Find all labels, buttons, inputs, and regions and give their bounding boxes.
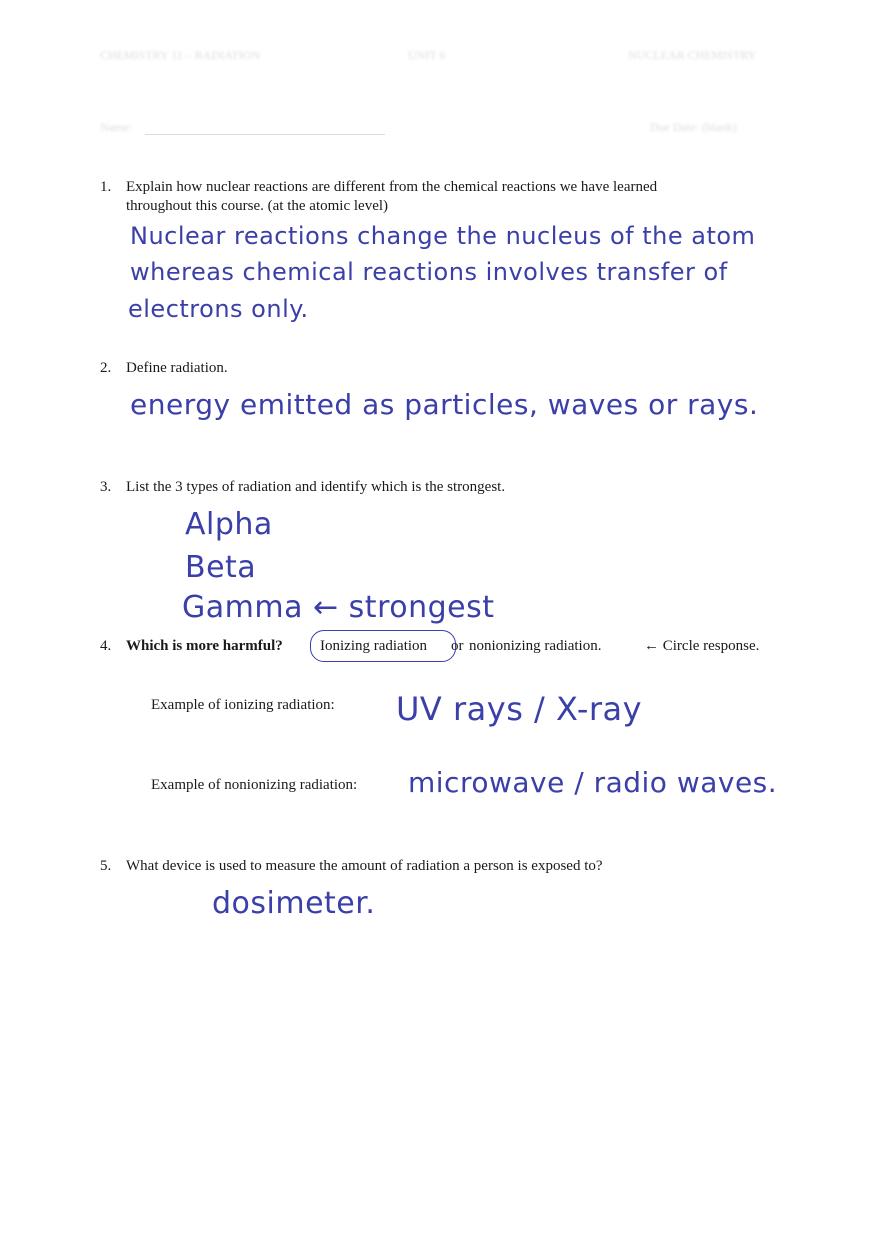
- answer-1-line-1: Nuclear reactions change the nucleus of the atom: [130, 222, 756, 250]
- option-nonionizing: nonionizing radiation.: [469, 638, 602, 654]
- name-line: [145, 134, 385, 135]
- question-text: Define radiation.: [126, 360, 228, 376]
- faded-date-label: Due Date: (blank): [650, 120, 737, 134]
- faded-name-label: Name:: [100, 120, 132, 134]
- question-number: 4.: [100, 638, 112, 654]
- answer-1-line-2: whereas chemical reactions involves transfer of: [130, 258, 728, 286]
- question-text: List the 3 types of radiation and identify which is the strongest.: [126, 479, 506, 495]
- answer-3-gamma-strongest: Gamma ← strongest: [182, 590, 495, 625]
- answer-2: energy emitted as particles, waves or rays.: [130, 388, 759, 421]
- ionizing-example-answer: UV rays / X-ray: [396, 690, 643, 728]
- faded-header-center: UNIT 6: [408, 48, 446, 62]
- ionizing-example-label: Example of ionizing radiation:: [151, 697, 335, 713]
- option-connector: or: [451, 638, 464, 654]
- question-number: 1.: [100, 179, 112, 195]
- question-text: Explain how nuclear reactions are different from the chemical reactions we have learned: [126, 179, 658, 195]
- nonionizing-example-label: Example of nonionizing radiation:: [151, 777, 358, 793]
- faded-header-right: NUCLEAR CHEMISTRY: [628, 48, 757, 62]
- answer-3-beta: Beta: [185, 550, 257, 585]
- question-number: 5.: [100, 858, 112, 874]
- question-text: What device is used to measure the amount of radiation a person is exposed to?: [126, 858, 603, 874]
- option-ionizing: Ionizing radiation: [320, 638, 428, 654]
- question-number: 3.: [100, 479, 112, 495]
- question-number: 2.: [100, 360, 112, 376]
- answer-3-alpha: Alpha: [185, 507, 273, 542]
- circle-instruction: ← Circle response.: [644, 638, 760, 654]
- nonionizing-example-answer: microwave / radio waves.: [408, 766, 778, 799]
- question-bold-text: Which is more harmful?: [126, 638, 283, 654]
- question-text-continued: throughout this course. (at the atomic level): [126, 198, 389, 214]
- answer-5: dosimeter.: [212, 886, 376, 921]
- answer-1-line-3: electrons only.: [128, 295, 309, 323]
- faded-header-left: CHEMISTRY 11 – RADIATION: [100, 48, 261, 62]
